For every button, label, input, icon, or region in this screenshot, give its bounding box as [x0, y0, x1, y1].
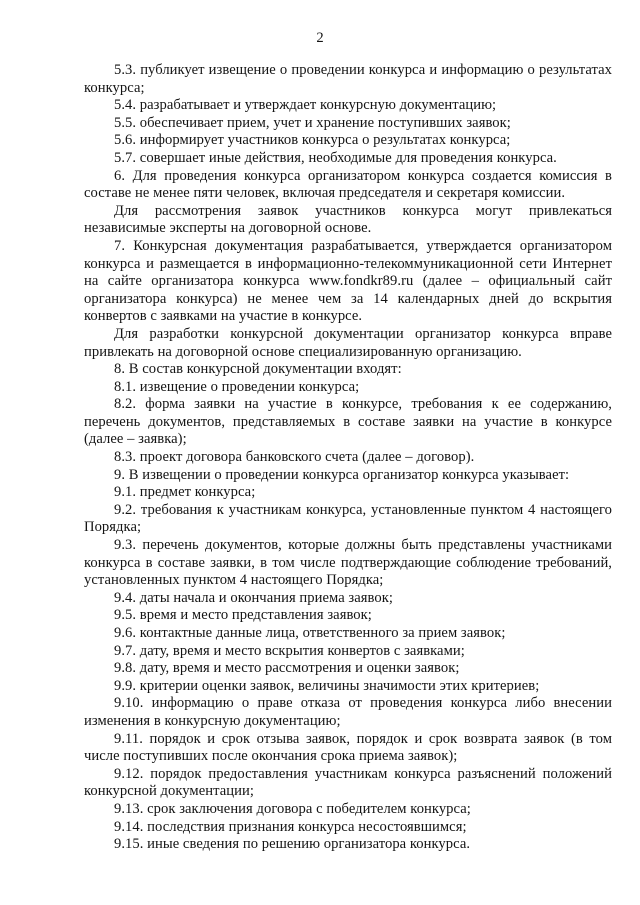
- paragraph-9-9: 9.9. критерии оценки заявок, величины значимости этих критериев;: [114, 677, 540, 694]
- paragraph-9-5: 9.5. время и место представления заявок;: [114, 607, 372, 624]
- paragraph-9-7: 9.7. дату, время и место вскрытия конвертов с заявками;: [114, 642, 465, 659]
- paragraph-8-3: 8.3. проект договора банковского счета (далее – договор).: [114, 449, 475, 466]
- document-body: [84, 62, 612, 854]
- paragraph-8: 8. В состав конкурсной документации входят:: [114, 361, 402, 378]
- page-number: 2: [316, 30, 324, 46]
- paragraph-5-6: 5.6. информирует участников конкурса о результатах конкурса;: [114, 132, 511, 149]
- paragraph-7-organization: Для разработки конкурсной документации организатор конкурса вправе привлекать на договорной основе специализированную организацию.: [84, 325, 612, 360]
- paragraph-5-5: 5.5. обеспечивает прием, учет и хранение поступивших заявок;: [114, 114, 511, 131]
- paragraph-6: 6. Для проведения конкурса организатором конкурса создается комиссия в составе не менее пяти человек, включая председателя и секретаря комиссии.: [84, 167, 612, 202]
- paragraph-8-2: 8.2. форма заявки на участие в конкурсе, требования к ее содержанию, перечень документов, представляемых в составе заявки на участие в конкурсе (далее – заявка);: [84, 396, 612, 448]
- paragraph-9-2: 9.2. требования к участникам конкурса, установленные пунктом 4 настоящего Порядка;: [84, 501, 612, 536]
- paragraph-9-12: 9.12. порядок предоставления участникам конкурса разъяснений положений конкурсной документации;: [84, 765, 612, 800]
- paragraph-9-3: 9.3. перечень документов, которые должны быть представлены участниками конкурса в составе заявки, в том числе подтверждающие соблюдение требований, установленных пунктом 4 настоящего Порядка;: [84, 537, 612, 589]
- paragraph-9-10: 9.10. информацию о праве отказа от проведения конкурса либо внесении изменения в конкурсную документацию;: [84, 695, 612, 729]
- paragraph-9-15: 9.15. иные сведения по решению организатора конкурса.: [114, 836, 471, 853]
- paragraph-9-13: 9.13. срок заключения договора с победителем конкурса;: [114, 800, 471, 817]
- paragraph-8-1: 8.1. извещение о проведении конкурса;: [114, 378, 360, 395]
- paragraph-6-experts: Для рассмотрения заявок участников конкурса могут привлекаться независимые эксперты на договорной основе.: [84, 202, 612, 237]
- paragraph-9-11: 9.11. порядок и срок отзыва заявок, порядок и срок возврата заявок (в том числе поступивших после окончания срока приема заявок);: [84, 730, 612, 765]
- paragraph-9-1: 9.1. предмет конкурса;: [114, 484, 256, 501]
- paragraph-5-4: 5.4. разрабатывает и утверждает конкурсную документацию;: [114, 97, 497, 114]
- paragraph-5-3: 5.3. публикует извещение о проведении конкурса и информацию о результатах конкурса;: [84, 62, 612, 96]
- paragraph-9-14: 9.14. последствия признания конкурса несостоявшимся;: [114, 818, 467, 835]
- paragraph-9-8: 9.8. дату, время и место рассмотрения и оценки заявок;: [114, 660, 460, 677]
- paragraph-9-6: 9.6. контактные данные лица, ответственного за прием заявок;: [114, 625, 506, 641]
- paragraph-5-7: 5.7. совершает иные действия, необходимые для проведения конкурса.: [114, 149, 557, 166]
- paragraph-9-4: 9.4. даты начала и окончания приема заявок;: [114, 589, 393, 606]
- paragraph-9: 9. В извещении о проведении конкурса организатор конкурса указывает:: [114, 466, 570, 483]
- paragraph-7: 7. Конкурсная документация разрабатывается, утверждается организатором конкурса и размещается в информационно-телекоммуникационной сети Интернет на сайте организатора конкурса www.fondkr89.ru (далее – официальный сайт организатора конкурса) не менее чем за 14 календарных дней до вскрытия конвертов с заявками на участие в конкурсе.: [84, 237, 612, 325]
